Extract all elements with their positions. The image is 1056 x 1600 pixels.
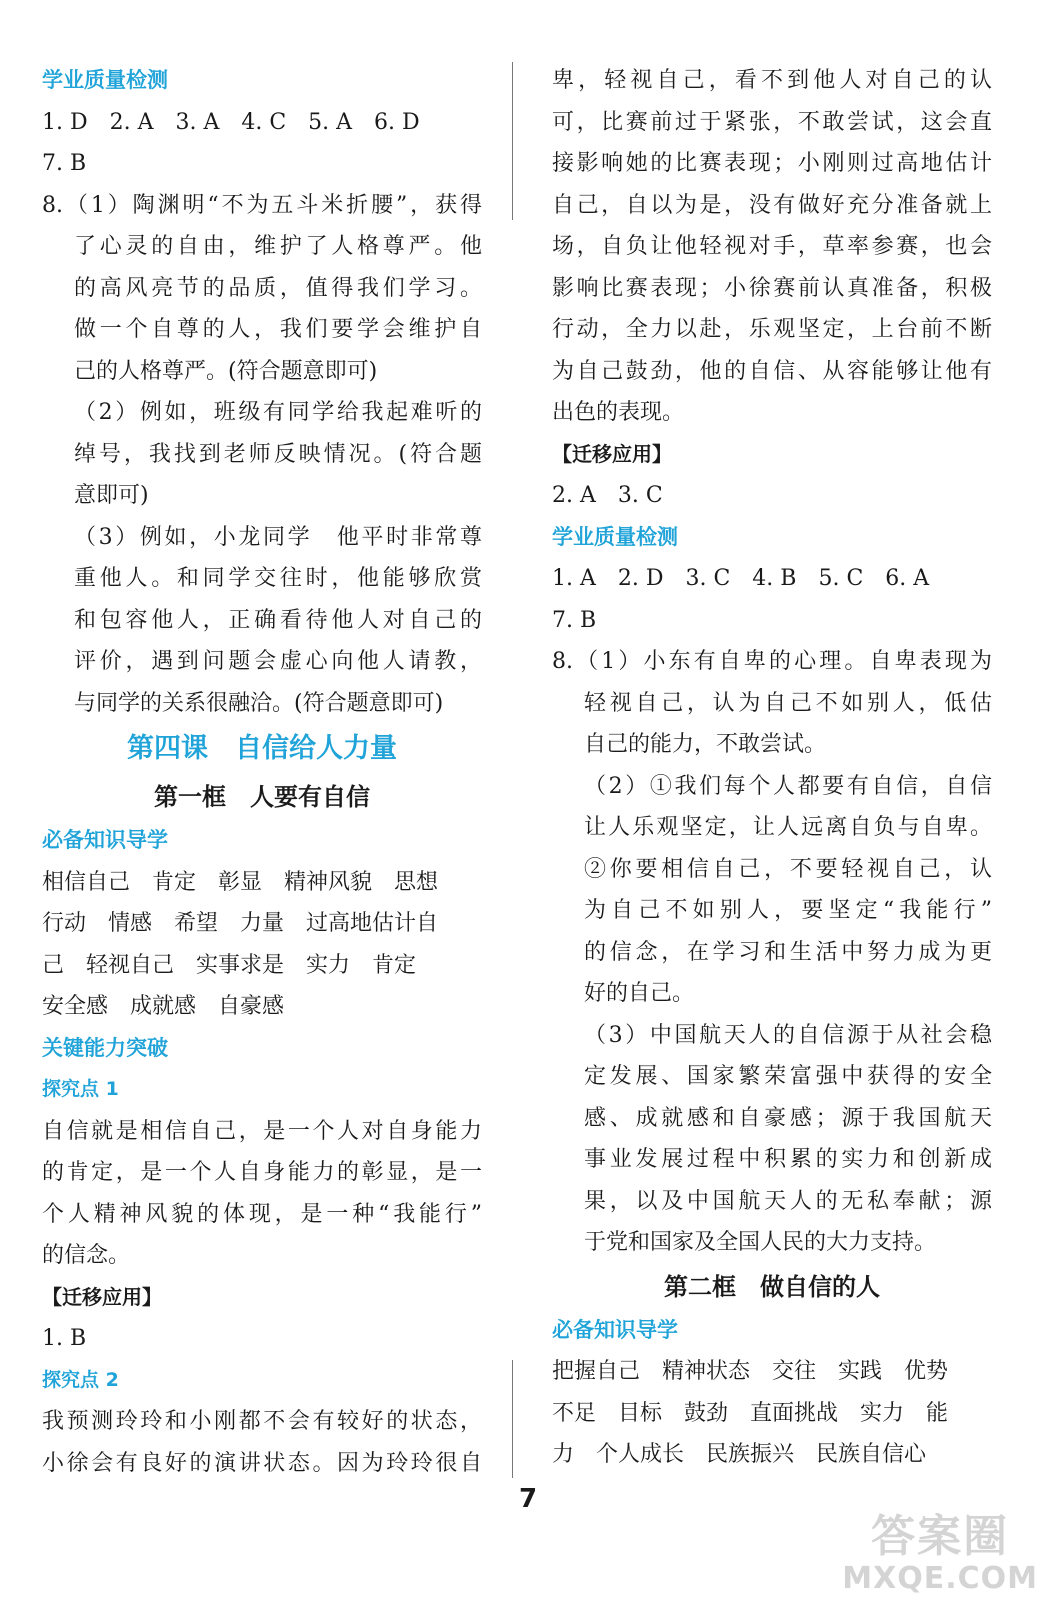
- text-line: 7. B: [552, 607, 597, 633]
- text-line: 绰号，我找到老师反映情况。(符合题: [74, 441, 482, 467]
- frame-title: 第二框 做自信的人: [664, 1272, 880, 1301]
- text-line: 的肯定，是一个人自身能力的彰显，是一: [42, 1160, 482, 1185]
- text-line: 行动，全力以赴，乐观坚定，上台前不断: [552, 317, 992, 342]
- column-divider-bottom: [512, 1360, 513, 1478]
- text-line: 定发展、国家繁荣富强中获得的安全: [584, 1064, 992, 1089]
- watermark-top-text: 答案圈: [871, 1511, 1010, 1562]
- text-line: 8.（1）陶渊明“不为五斗米折腰”，获得: [42, 192, 482, 218]
- text-line: 力 个人成长 民族振兴 民族自信心: [552, 1442, 927, 1467]
- text-line: （2）①我们每个人都要有自信，自信: [584, 773, 992, 799]
- text-line: 2. A 3. C: [552, 483, 663, 508]
- text-line: 轻视自己，认为自己不如别人，低估: [584, 690, 992, 716]
- application-heading: 【迁移应用】: [42, 1284, 162, 1309]
- section-heading: 学业质量检测: [552, 524, 678, 549]
- left-column: [42, 60, 482, 1484]
- text-line: （3）例如，小龙同学 他平时非常尊: [74, 524, 482, 550]
- section-heading: 必备知识导学: [42, 828, 168, 852]
- text-line: 场，自负让他轻视对手，草率参赛，也会: [552, 234, 992, 259]
- text-line: 自己的能力，不敢尝试。: [584, 732, 827, 757]
- text-line: 影响比赛表现；小徐赛前认真准备，积极: [552, 275, 992, 301]
- text-line: 把握自己 精神状态 交往 实践 优势: [552, 1359, 949, 1384]
- text-line: 为自己鼓劲，他的自信、从容能够让他有: [552, 358, 992, 384]
- column-divider-top: [512, 62, 513, 220]
- text-line: （2）例如，班级有同学给我起难听的: [74, 400, 482, 425]
- text-line: 评价，遇到问题会虚心向他人请教，: [74, 649, 482, 674]
- text-line: 7. B: [42, 151, 87, 176]
- text-line: 果，以及中国航天人的无私奉献；源: [584, 1188, 992, 1214]
- text-line: 于党和国家及全国人民的大力支持。: [584, 1230, 937, 1255]
- section-heading: 学业质量检测: [42, 68, 168, 92]
- text-line: 自己，自以为是，没有做好充分准备就上: [552, 192, 992, 218]
- text-line: 为自己不如别人，要坚定“我能行”: [584, 898, 992, 923]
- text-line: 的信念。: [42, 1243, 131, 1268]
- text-line: 让人乐观坚定，让人远离自负与自卑。: [584, 815, 992, 840]
- text-line: 安全感 成就感 自豪感: [42, 994, 285, 1019]
- section-heading: 必备知识导学: [552, 1317, 678, 1342]
- text-line: 的高风亮节的品质，值得我们学习。: [74, 275, 482, 301]
- text-line: 卑，轻视自己，看不到他人对自己的认: [552, 68, 992, 93]
- text-line: 出色的表现。: [552, 400, 685, 425]
- application-heading: 【迁移应用】: [552, 441, 672, 466]
- text-line: 了心灵的自由，维护了人格尊严。他: [74, 234, 482, 259]
- text-line: 我预测玲玲和小刚都不会有较好的状态，: [42, 1409, 482, 1434]
- lesson-title: 第四课 自信给人力量: [127, 733, 397, 764]
- text-line: 做一个自尊的人，我们要学会维护自: [74, 317, 482, 342]
- text-line: 自信就是相信自己，是一个人对自身能力: [42, 1118, 482, 1144]
- watermark-bottom-text: MXQE.COM: [842, 1561, 1038, 1596]
- text-line: 重他人。和同学交往时，他能够欣赏: [74, 566, 482, 591]
- text-line: 1. D 2. A 3. A 4. C 5. A 6. D: [42, 109, 420, 135]
- text-line: 1. A 2. D 3. C 4. B 5. C 6. A: [552, 566, 930, 591]
- page-number: 7: [518, 1484, 538, 1514]
- frame-title: 第一框 人要有自信: [154, 783, 370, 811]
- text-line: 小徐会有良好的演讲状态。因为玲玲很自: [42, 1450, 482, 1476]
- text-line: 8.（1）小东有自卑的心理。自卑表现为: [552, 649, 992, 674]
- text-line: 个人精神风貌的体现，是一种“我能行”: [42, 1201, 482, 1227]
- text-line: 不足 目标 鼓劲 直面挑战 实力 能: [552, 1400, 949, 1426]
- text-line: 意即可): [74, 483, 149, 508]
- subsection-heading: 探究点 1: [42, 1078, 119, 1100]
- text-line: 1. B: [42, 1326, 87, 1351]
- text-line: 己的人格尊严。(符合题意即可): [74, 358, 378, 384]
- text-line: 可，比赛前过于紧张，不敢尝试，这会直: [552, 109, 992, 135]
- text-line: 己 轻视自己 实事求是 实力 肯定: [42, 952, 417, 978]
- subsection-heading: 探究点 2: [42, 1368, 119, 1391]
- watermark-logo: [842, 1500, 1038, 1594]
- text-line: 好的自己。: [584, 981, 695, 1006]
- text-line: 接影响她的比赛表现；小刚则过高地估计: [552, 151, 992, 176]
- text-line: 行动 情感 希望 力量 过高地估计自: [42, 911, 439, 936]
- section-heading: 关键能力突破: [42, 1035, 168, 1060]
- right-column: [552, 60, 992, 1476]
- text-line: 感、成就感和自豪感；源于我国航天: [584, 1105, 992, 1131]
- text-line: 的信念，在学习和生活中努力成为更: [584, 939, 992, 965]
- text-line: 和包容他人，正确看待他人对自己的: [74, 607, 482, 633]
- text-line: 相信自己 肯定 彰显 精神风貌 思想: [42, 869, 439, 895]
- text-line: （3）中国航天人的自信源于从社会稳: [584, 1022, 992, 1048]
- text-line: 与同学的关系很融洽。(符合题意即可): [74, 690, 444, 716]
- text-line: ②你要相信自己，不要轻视自己，认: [584, 856, 992, 882]
- text-line: 事业发展过程中积累的实力和创新成: [584, 1147, 992, 1172]
